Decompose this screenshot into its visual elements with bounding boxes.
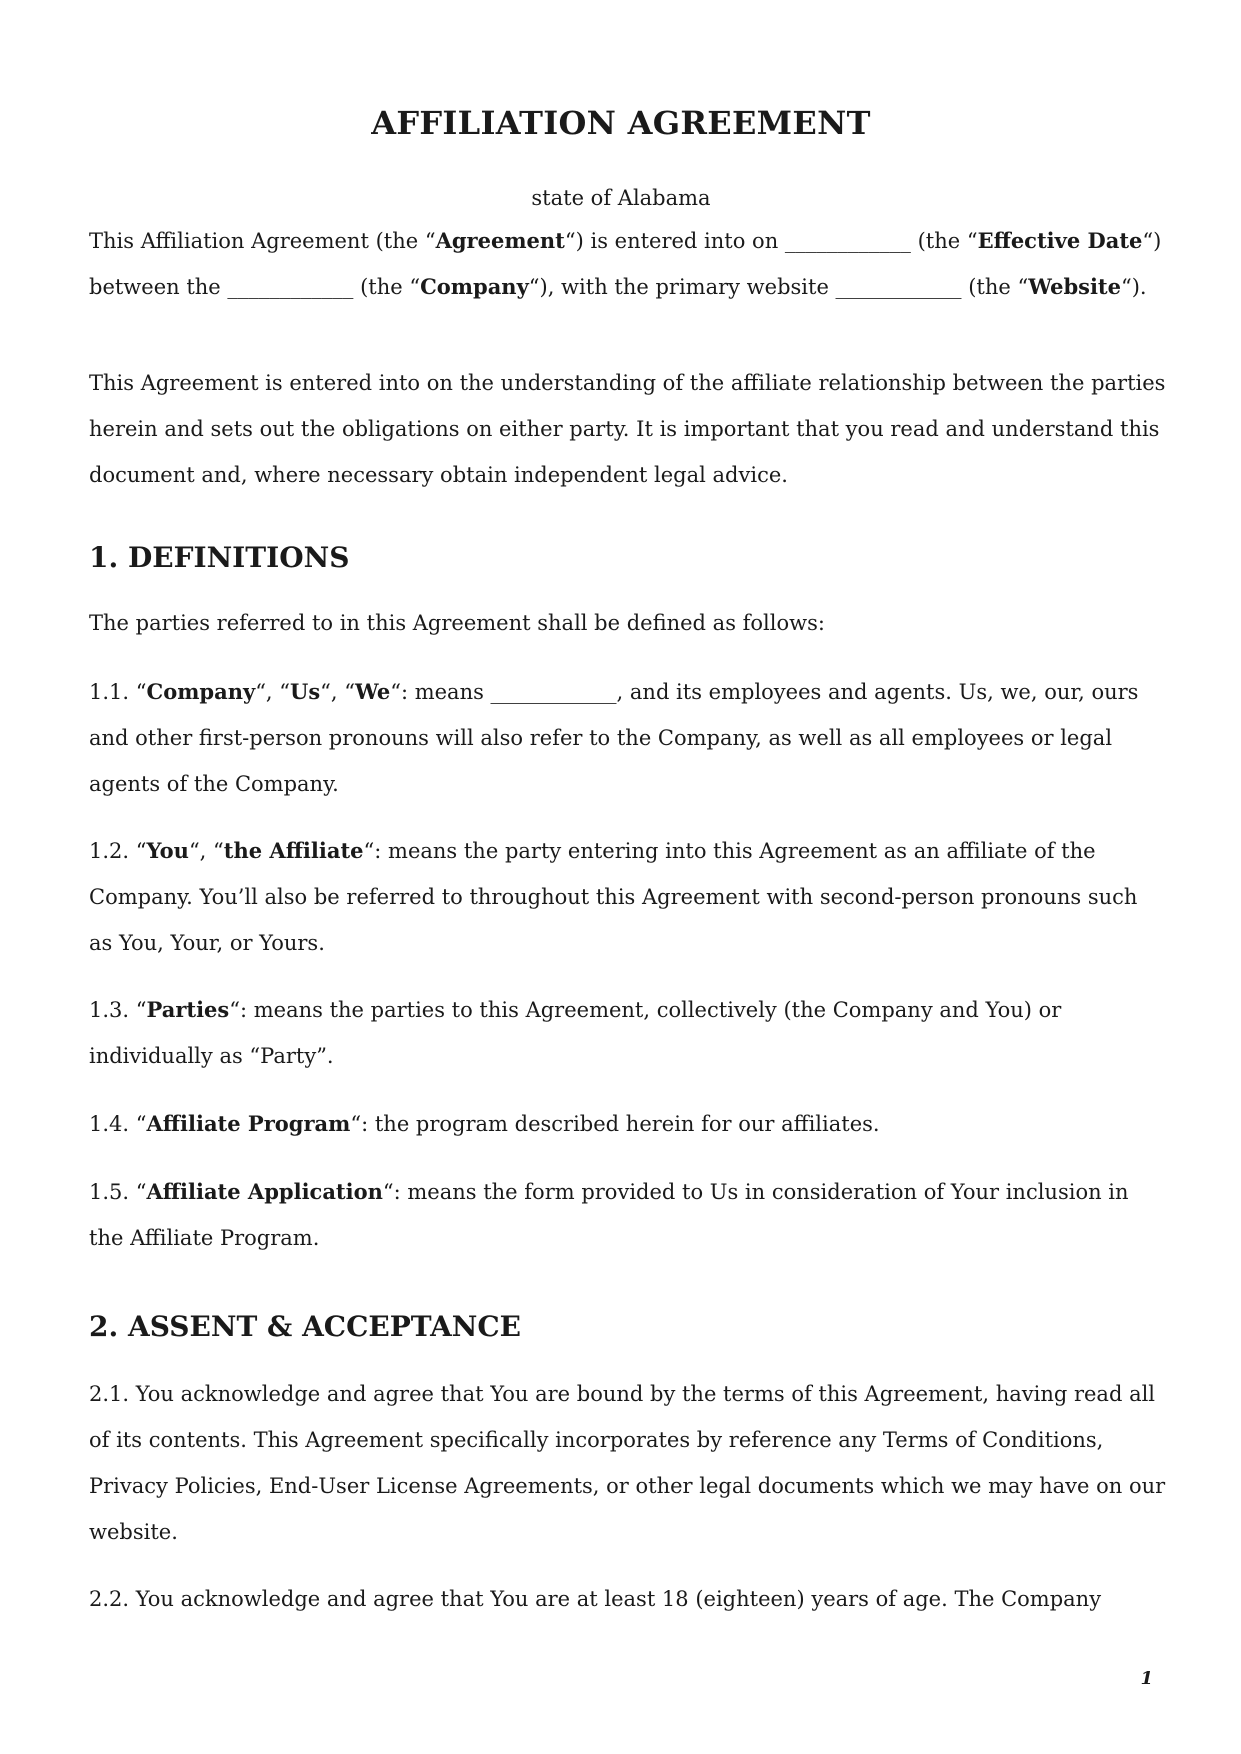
clause-2-1: 2.1. You acknowledge and agree that You are bound by the terms of this Agreement, having read all of its contents. This Agreement specifically incorporates by reference any Terms of Conditions, Privacy Policies, End-User License Agreements, or other legal documents which we may have on our website. [89, 1382, 1166, 1544]
page-number: 1 [1140, 1668, 1153, 1689]
clause-2-2: 2.2. You acknowledge and agree that You are at least 18 (eighteen) years of age. The Company [89, 1587, 1102, 1611]
intro-line-2: between the ____________ (the “Company“), with the primary website ____________ (the “Website“). [89, 274, 1147, 299]
document-subtitle: state of Alabama [531, 186, 711, 210]
definition-1-1: 1.1. “Company“, “Us“, “We“: means ____________, and its employees and agents. Us, we, our, ours and other first-person pronouns will also refer to the Company, as well as all employees or legal agents of the Company. [89, 679, 1139, 796]
section-1-heading: 1. DEFINITIONS [89, 541, 350, 574]
section-2-heading: 2. ASSENT & ACCEPTANCE [89, 1310, 522, 1343]
definition-1-4: 1.4. “Affiliate Program“: the program described herein for our affiliates. [89, 1111, 880, 1136]
definition-1-5: 1.5. “Affiliate Application“: means the form provided to Us in consideration of Your inclusion in the Affiliate Program. [89, 1179, 1129, 1250]
definition-1-2: 1.2. “You“, “the Affiliate“: means the party entering into this Agreement as an affiliate of the Company. You’ll also be referred to throughout this Agreement with second-person pronouns such as You, Your, or Yours. [89, 838, 1138, 955]
definitions-lead: The parties referred to in this Agreement shall be defined as follows: [89, 611, 825, 635]
definition-1-3: 1.3. “Parties“: means the parties to this Agreement, collectively (the Company and You) or individually as “Party”. [89, 997, 1062, 1068]
intro-line-1: This Affiliation Agreement (the “Agreement“) is entered into on ____________ (the “Effective Date“) [89, 228, 1162, 253]
understanding-paragraph: This Agreement is entered into on the understanding of the affiliate relationship between the parties herein and sets out the obligations on either party. It is important that you read and understand this document and, where necessary obtain independent legal advice. [89, 371, 1166, 487]
intro-paragraph [89, 218, 1162, 310]
document-title: AFFILIATION AGREEMENT [371, 104, 871, 142]
